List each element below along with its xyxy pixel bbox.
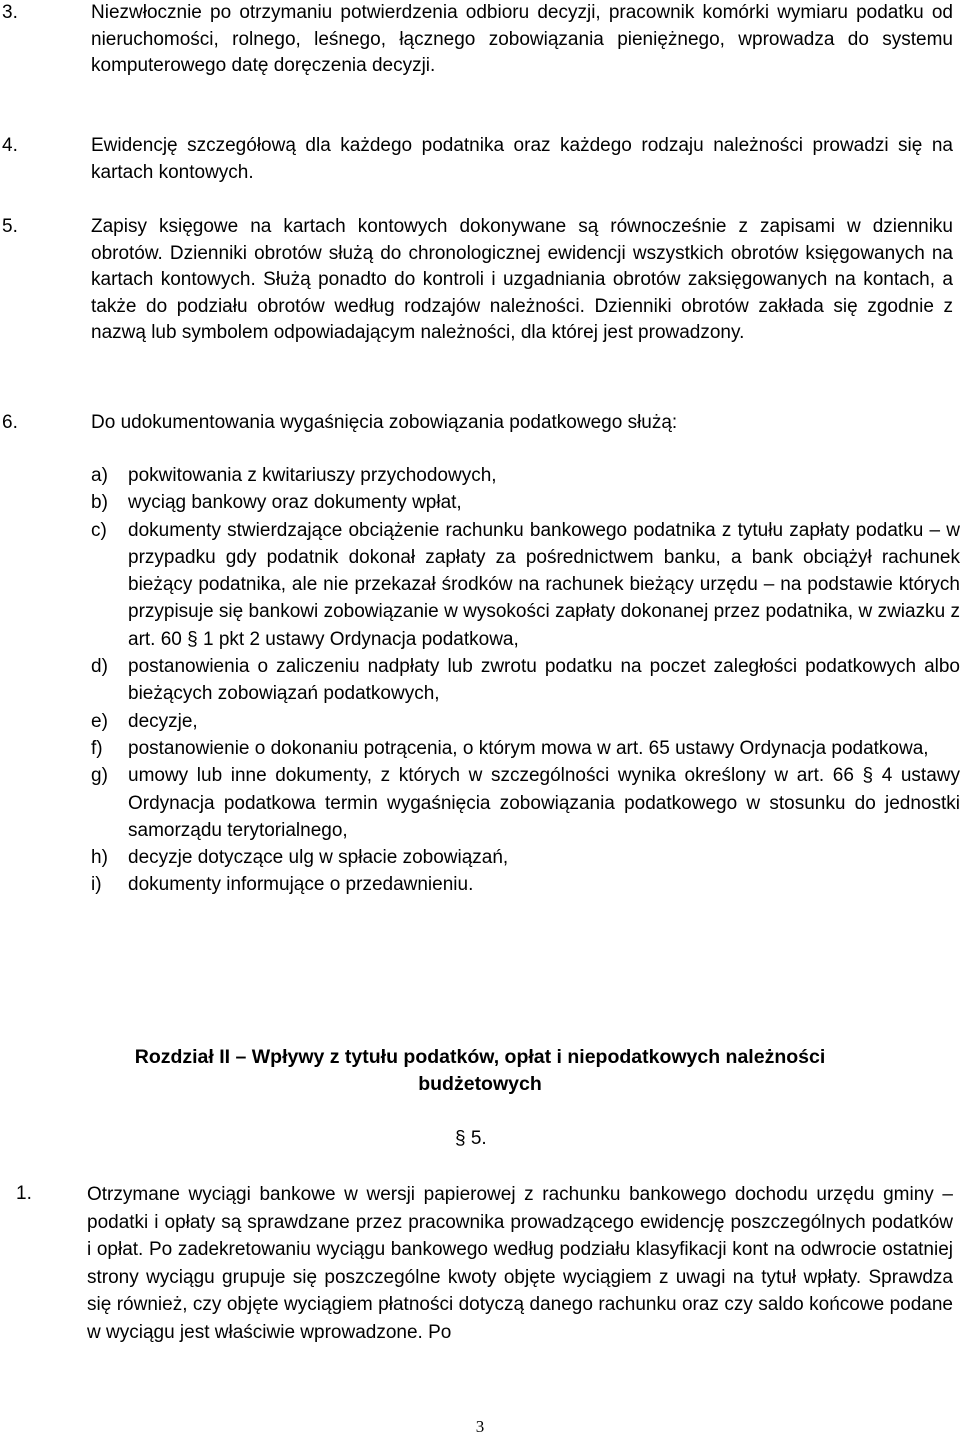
list-item-label: f) [91,737,103,759]
document-list [0,462,960,899]
chapter-heading [0,1044,960,1098]
paragraph-4 [0,133,960,186]
paragraph-text: Ewidencję szczegółową dla każdego podatnika oraz każdego rodzaju należności prowadzi się na kartach kontowych. [91,135,953,183]
paragraph-number: 1. [16,1183,32,1204]
list-item [0,489,960,516]
list-item-label: h) [91,847,108,869]
paragraph-text: Otrzymane wyciągi bankowe w wersji papierowej z rachunku bankowego dochodu urzędu gminy – podatki i opłaty są sprawdzane przez pracownika prowadzącego ewidencję poszczególnych podatków i opłat. Po zadekretowaniu wyciągu bankowego według podziału klasyfikacji kont na odwrocie ostatniej strony wyciągu grupuje się poszczególne kwoty objęte wyciągiem z uwagi na tytuł wpłaty. Sprawdza się również, czy objęte wyciągiem płatności dotyczą danego rachunku oraz czy saldo końcowe podane w wyciągu jest właściwie wprowadzone. Po [87,1184,953,1343]
list-item-label: b) [91,492,108,514]
page-number: 3 [475,1417,485,1436]
paragraph-number: 3. [2,2,18,23]
paragraph-3 [0,0,960,80]
list-item-text: wyciąg bankowy oraz dokumenty wpłat, [128,492,462,514]
list-item-text: decyzje dotyczące ulg w spłacie zobowiązań, [128,847,509,869]
list-item-text: umowy lub inne dokumenty, z których w szczególności wynika określony w art. 66 § 4 ustawy Ordynacja podatkowa termin wygaśnięcia zobowiązania podatkowego w stosunku do jednostki samorządu terytorialnego, [128,765,960,841]
chapter-heading-line: Rozdział II – Wpływy z tytułu podatków, opłat i niepodatkowych należności [134,1046,826,1068]
paragraph-number: 6. [2,412,18,433]
list-item-label: e) [91,710,108,732]
list-item [0,844,960,871]
list-item [0,762,960,844]
list-item-label: i) [91,874,102,896]
list-item [0,517,960,653]
paragraph-6 [0,410,960,437]
list-item-text: dokumenty stwierdzające obciążenie rachunku bankowego podatnika z tytułu zapłaty podatku – w przypadku gdy podatnik dokonał zapłaty za pośrednictwem banku, a bank obciążył rachunek bieżący podatnika, ale nie przekazał środków na rachunek bieżący urzędu – na podstawie których przypisuje się bankowi zobowiązanie w wysokości zapłaty dokonanej przez podatnika, w zwiazku z art. 60 § 1 pkt 2 ustawy Ordynacja podatkowa, [128,519,960,650]
list-item [0,871,960,898]
paragraph-number: 5. [2,216,18,237]
list-item [0,462,960,489]
paragraph-text: Niezwłocznie po otrzymaniu potwierdzenia odbioru decyzji, pracownik komórki wymiaru podatku od nieruchomości, rolnego, leśnego, łącznego zobowiązania pieniężnego, wprowadza do systemu komputerowego datę doręczenia decyzji. [91,2,953,76]
paragraph-text: Do udokumentowania wygaśnięcia zobowiązania podatkowego służą: [91,412,678,433]
section-number: § 5. [455,1128,487,1149]
list-item [0,735,960,762]
section-paragraph-1 [0,1181,960,1347]
chapter-heading-line: budżetowych [418,1073,542,1095]
list-item [0,708,960,735]
list-item-label: c) [91,519,107,541]
list-item-text: decyzje, [128,710,198,732]
list-item-text: postanowienie o dokonaniu potrącenia, o którym mowa w art. 65 ustawy Ordynacja podatkowa, [128,737,929,759]
paragraph-5 [0,214,960,347]
list-item-text: dokumenty informujące o przedawnieniu. [128,874,474,896]
list-item-label: g) [91,765,108,787]
list-item-text: postanowienia o zaliczeniu nadpłaty lub zwrotu podatku na poczet zaległości podatkowych albo bieżących zobowiązań podatkowych, [128,656,960,705]
paragraph-text: Zapisy księgowe na kartach kontowych dokonywane są równocześnie z zapisami w dzienniku obrotów. Dzienniki obrotów służą do chronologicznej ewidencji wszystkich obrotów księgowanych na kartach kontowych. Służą ponadto do kontroli i uzgadniania obrotów zaksięgowanych na kontach, a także do podziału obrotów według rodzajów należności. Dzienniki obrotów zakłada się zgodnie z nazwą lub symbolem odpowiadającym należności, dla której jest prowadzony. [91,216,953,343]
list-item [0,653,960,708]
list-item-text: pokwitowania z kwitariuszy przychodowych, [128,465,497,486]
list-item-label: d) [91,656,108,678]
paragraph-number: 4. [2,135,18,156]
list-item-label: a) [91,465,108,486]
